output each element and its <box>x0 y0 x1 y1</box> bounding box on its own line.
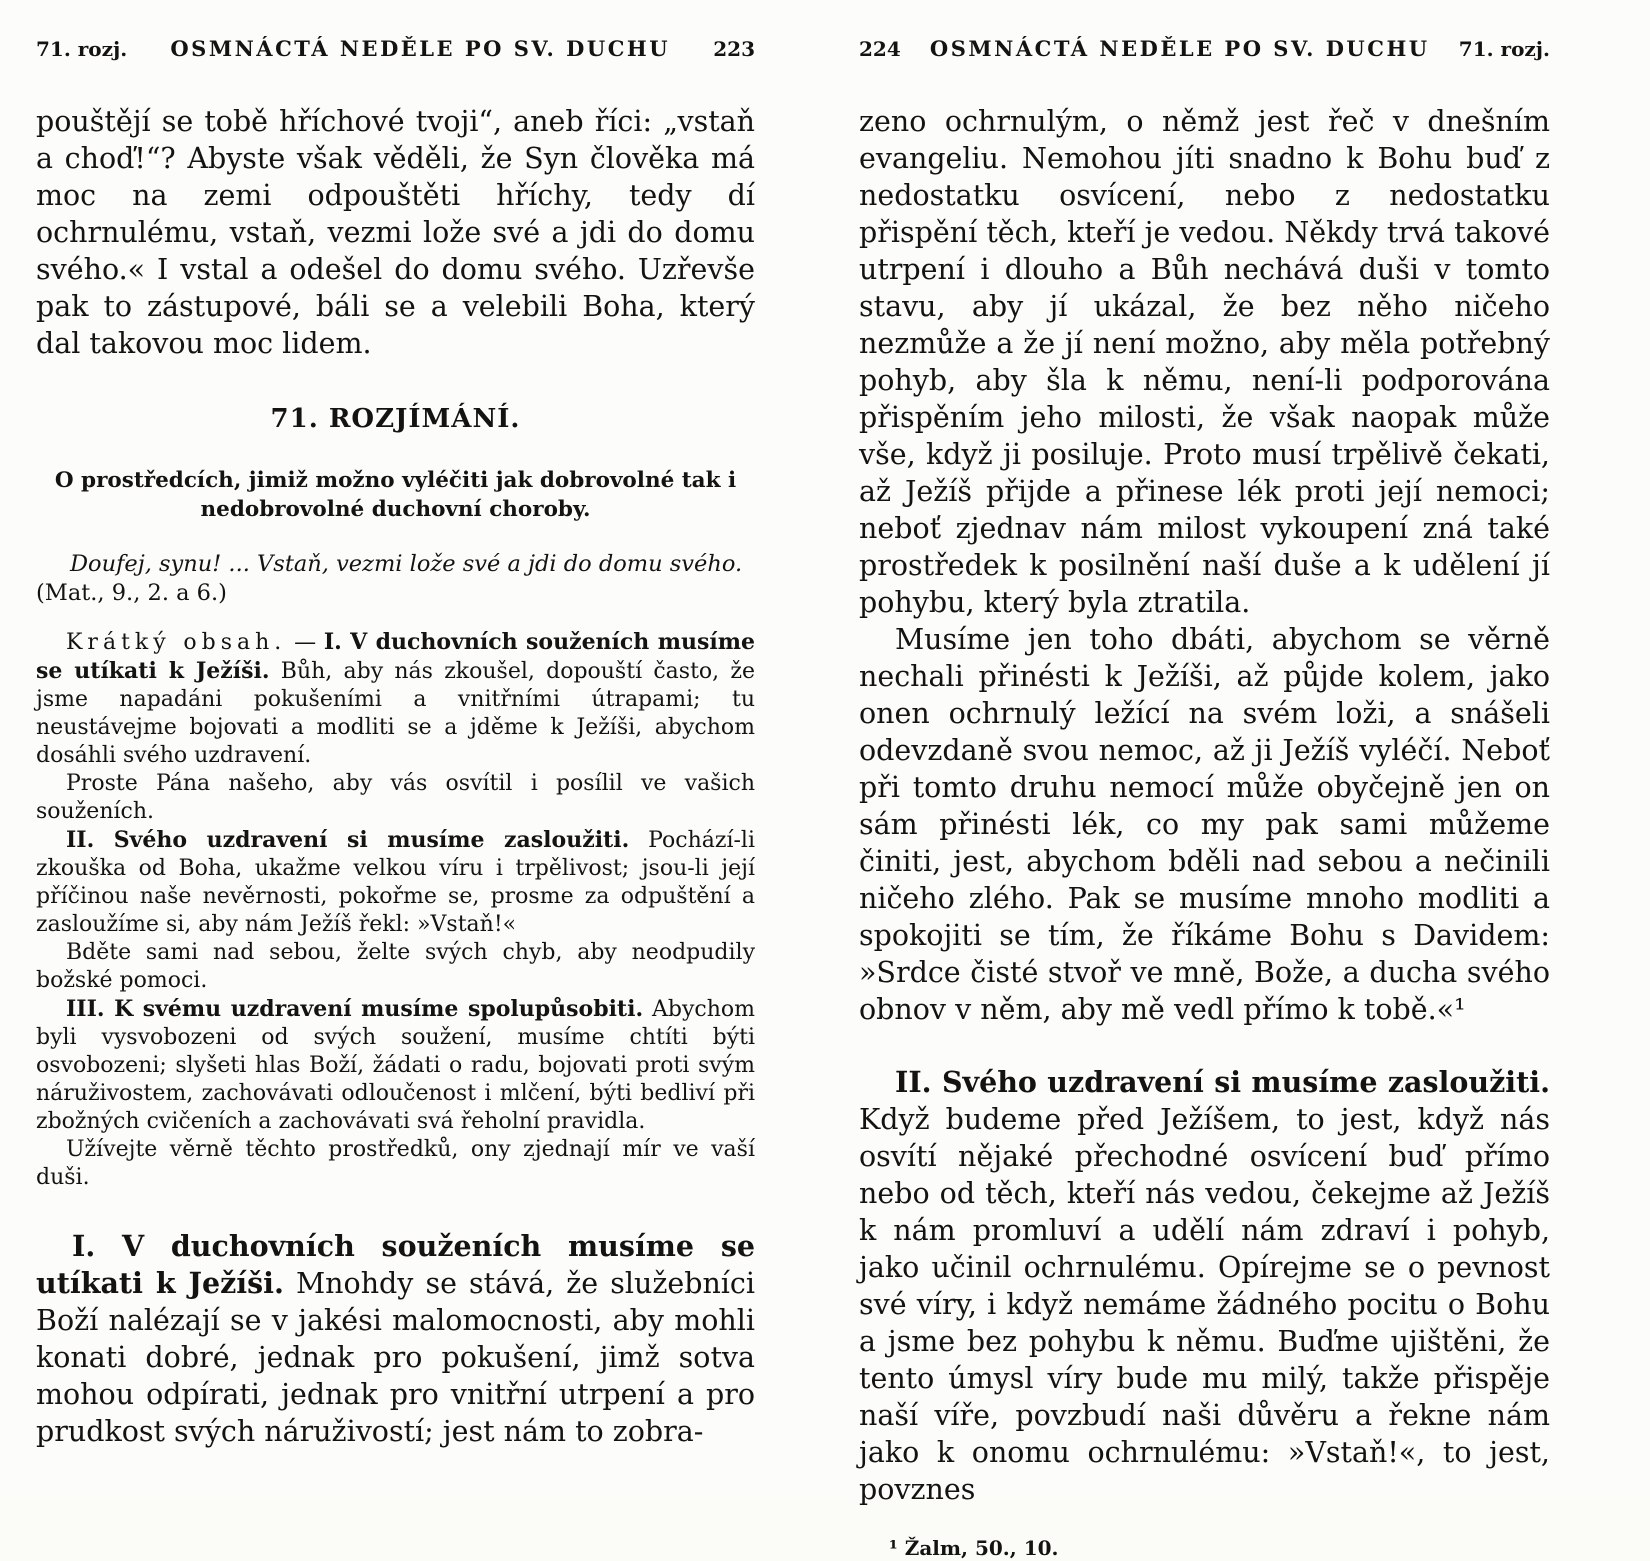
meditation-subtitle: O prostředcích, jimiž možno vyléčiti jak dobrovolné tak i nedobrovolné duchovní choroby. <box>54 468 737 522</box>
meditation-heading: 71. ROZJÍMÁNÍ. <box>270 404 521 434</box>
meditation-number-label-right: 71. rozj. <box>1458 37 1550 61</box>
meditation-number-label-left: 71. rozj. <box>36 37 128 61</box>
page-number-right: 224 <box>859 37 901 61</box>
body-paragraph-1: zeno ochrnulým, o němž jest řeč v dnešním evangeliu. Nemohou jíti snadno k Bohu buď z nedostatku osvícení, nebo z nedostatku přispění těch, kteří je vedou. Někdy trvá takové utrpení i dlouho a Bůh nechává duši v tomto stavu, aby jí ukázal, že bez něho ničeho nezmůže a že jí není možno, aby měla potřebný pohyb, aby šla k němu, není-li podporována přispěním jeho milosti, že však naopak může vše, když ji posiluje. Proto musí trpělivě čekati, až Ježíš přijde a přinese lék proti její nemoci; neboť zjednav nám milost vykoupení zná také prostředek k posilnění naší duše a k udělení jí pohybu, který byla ztratila. <box>859 105 1550 619</box>
running-title-right: OSMNÁCTÁ NEDĚLE PO SV. DUCHU <box>929 36 1430 61</box>
intro-paragraph: pouštějí se tobě hříchové tvoji“, aneb říci: „vstaň a choď!“? Abyste však věděli, že Syn člověka má moc na zemi odpouštěti hříchy, tedy dí ochrnulému, vstaň, vezmi lože své a jdi do domu svého.« I vstal a odešel do domu svého. Uzřevše pak to zástupové, báli se a velebili Boha, který dal takovou moc lidem. <box>36 105 755 360</box>
section-2-lead: II. Svého uzdravení si musíme zasloužiti. <box>895 1065 1550 1099</box>
page-224 <box>825 0 1650 1560</box>
footnote: ¹ Žalm, 50., 10. <box>889 1536 1059 1560</box>
summary-paragraph-1 <box>36 628 755 770</box>
summary-paragraph-5 <box>36 995 755 1136</box>
section-1-lead: I. V duchovních souženích musíme se utíkati k Ježíši. <box>36 1229 755 1300</box>
section-1-paragraph <box>36 1228 755 1450</box>
scripture-quote <box>36 550 755 608</box>
scripture-citation: (Mat., 9., 2. a 6.) <box>36 580 227 606</box>
page-header-right <box>859 36 1550 61</box>
body-paragraph-2: Musíme jen toho dbáti, abychom se věrně nechali přinésti k Ježíši, až půjde kolem, jako onen ochrnulý ležící na svém loži, a snášeli odevzdaně svou nemoc, až ji Ježíš vyléčí. Neboť při tomto druhu nemocí může obyčejně jen on sám přinésti lék, co my pak sami můžeme činiti, jest, abychom bděli nad sebou a nečinili ničeho zlého. Pak se musíme mnoho modliti a spokojiti se tím, že říkáme Bohu s Davidem: »Srdce čisté stvoř ve mně, Bože, a ducha svého obnov v něm, aby mě vedl přímo k tobě.«¹ <box>859 623 1550 1026</box>
running-title-left: OSMNÁCTÁ NEDĚLE PO SV. DUCHU <box>170 36 671 61</box>
summary-paragraph-2: Proste Pána našeho, aby vás osvítil i posílil ve vašich souženích. <box>36 771 755 824</box>
summary-point3-lead: III. K svému uzdravení musíme spolupůsobiti. <box>66 996 644 1022</box>
summary-point1-text: Bůh, aby nás zkoušel, dopouští často, že jsme napadáni pokušeními a vnitřními útrapami; tu neustávejme bojovati a modliti se a jděme k Ježíši, abychom dosáhli svého uzdravení. <box>36 659 755 768</box>
summary-separator: — <box>294 630 317 655</box>
summary-paragraph-6: Užívejte věrně těchto prostředků, ony zjednají mír ve vaší duši. <box>36 1137 755 1190</box>
summary-paragraph-4: Bděte sami nad sebou, želte svých chyb, aby neodpudily božské pomoci. <box>36 940 755 993</box>
summary-paragraph-3 <box>36 826 755 939</box>
summary-label: Krátký obsah. <box>66 630 287 655</box>
scripture-quote-text: Doufej, synu! ... Vstaň, vezmi lože své a jdi do domu svého. <box>70 551 743 577</box>
page-223 <box>0 0 825 1500</box>
section-2-text: Když budeme před Ježíšem, to jest, když nás osvítí nějaké přechodné osvícení buď přímo nebo od těch, kteří nás vedou, čekejme až Ježíš k nám promluví a udělí nám zdraví i pohyb, jako učinil ochrnulému. Opírejme se o pevnost své víry, i když nemáme žádného pocitu o Bohu a jsme bez pohybu k němu. Buďme ujištěni, že tento úmysl víry bude mu milý, takže přispěje naší víře, povzbudí naši důvěru a řekne nám jako k onomu ochrnulému: »Vstaň!«, to jest, povznes <box>859 1103 1550 1506</box>
summary-point1-lead: I. V duchovních souženích musíme se utíkati k Ježíši. <box>36 629 755 684</box>
summary-point2-lead: II. Svého uzdravení si musíme zasloužiti. <box>66 827 630 853</box>
summary-point2-text: Pochází-li zkouška od Boha, ukažme velkou víru i trpělivost; jsou-li její příčinou naše nevěrnosti, pokořme se, prosme za odpuštění a zasloužíme si, aby nám Ježíš řekl: »Vstaň!« <box>36 828 755 937</box>
summary-point3-text: Abychom byli vysvobozeni od svých soužení, musíme chtíti býti osvobozeni; slyšeti hlas Boží, žádati o radu, bojovati proti svým náruživostem, zachovávati odloučenost i mlčení, býti bedliví při zbožných cvičeních a zachovávati svá řeholní pravidla. <box>36 997 755 1134</box>
section-2-paragraph <box>859 1064 1550 1508</box>
section-1-text: Mnohdy se stává, že služebníci Boží nalézají se v jakési malomocnosti, aby mohli konati dobré, jednak pro pokušení, jimž sotva mohou odpírati, jednak pro vnitřní utrpení a pro prudkost svých náruživostí; jest nám to zobra- <box>36 1267 755 1448</box>
page-header-left <box>36 36 755 61</box>
page-number-left: 223 <box>713 37 755 61</box>
